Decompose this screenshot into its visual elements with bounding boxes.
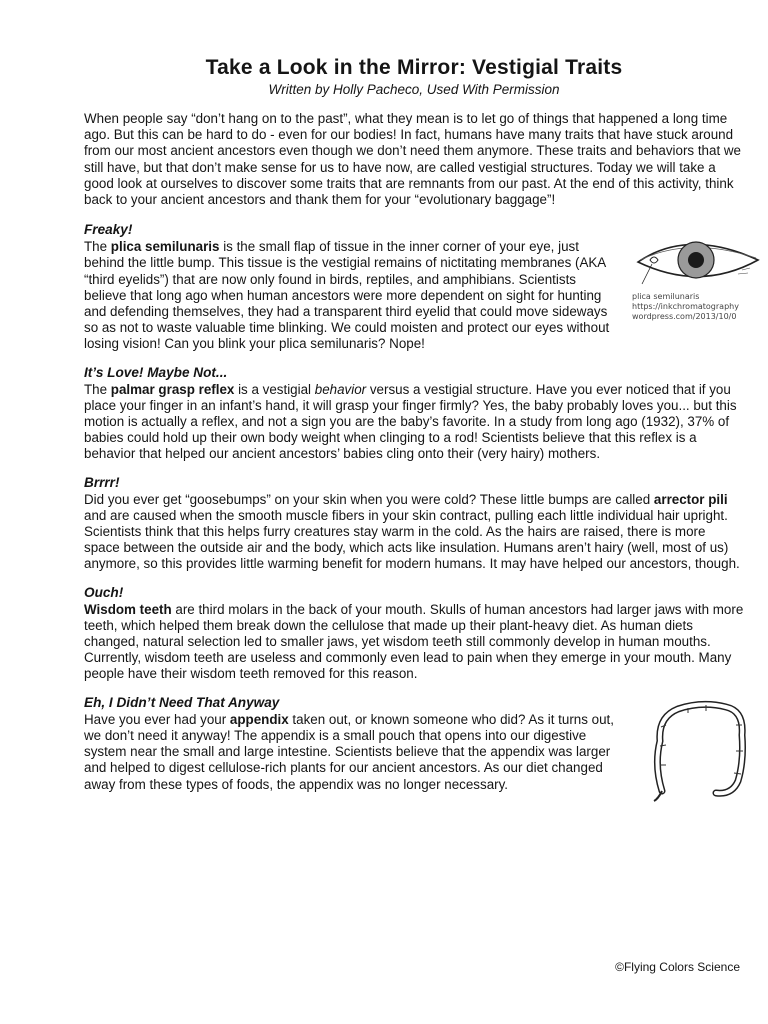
eye-figure-label: plica semilunaris xyxy=(632,292,700,302)
section-paragraph: The palmar grasp reflex is a vestigial behavior versus a vestigial structure. Have you ever noticed that if you place your finger in an infant’s hand, it will grasp your finger firmly? Yes, the baby probably loves you... but this motion is actually a reflex, and not a sign you are the baby’s favorite. In a study from long ago (1932), 37% of babies could hold up their own body weight when clinging to a rod! Scientists believe that this reflex is a behavior that helped our ancient ancestors’ babies cling onto their (very hairy) mothers. xyxy=(84,381,737,462)
key-term: arrector pili xyxy=(653,491,728,507)
section-paragraph: Did you ever get “goosebumps” on your skin when you were cold? These little bumps are called arrector pili and are caused when the smooth muscle fibers in your skin contract, pulling each little individual hair upright. Scientists think that this helps furry creatures stay warm in the cold. As the hairs are raised, there is more space between the outside air and the body, which acts like insulation. Humans aren’t hairy (well, most of us) anymore, so this provides little warming benefit for modern humans. It may have helped our ancestors, though. xyxy=(84,491,740,572)
eye-illustration xyxy=(630,230,768,330)
eye-figure-credit-2[interactable]: wordpress.com/2013/10/0 xyxy=(632,312,737,322)
eye-figure-credit[interactable]: https://inkchromatography xyxy=(632,302,739,312)
section-brrrr xyxy=(84,475,744,573)
section-heading: Eh, I Didn’t Need That Anyway xyxy=(84,694,280,710)
worksheet-page xyxy=(84,48,744,805)
key-term: Wisdom teeth xyxy=(84,601,172,617)
colon-drawing xyxy=(644,695,754,805)
section-heading: Freaky! xyxy=(84,222,133,238)
page-title: Take a Look in the Mirror: Vestigial Traits xyxy=(205,56,623,79)
emphasis-word: behavior xyxy=(314,381,367,397)
section-ouch xyxy=(84,585,744,683)
key-term: palmar grasp reflex xyxy=(110,381,235,397)
eye-figure-caption xyxy=(632,292,768,322)
section-paragraph: Wisdom teeth are third molars in the back of your mouth. Skulls of human ancestors had larger jaws with more teeth, which helped them break down the cellulose that made up their plant-heavy diet. As human diets changed, natural selection led to smaller jaws, yet wisdom teeth still commonly develop in human mouths. Currently, wisdom teeth are useless and commonly even lead to pain when they emerge in your mouth. Many people have their wisdom teeth removed for this reason. xyxy=(84,601,744,682)
section-heading: It’s Love! Maybe Not... xyxy=(84,364,228,380)
section-heading: Brrrr! xyxy=(84,474,120,490)
section-paragraph: Have you ever had your appendix taken out, or known someone who did? As it turns out, we don’t need it anyway! The appendix is a small pouch that opens into our digestive system near the small and large intestine. Scientists believe that the appendix was larger and helped to digest cellulose-rich plants for our ancient ancestors. As our diet changed away from these types of foods, the appendix was no longer necessary. xyxy=(84,711,614,792)
section-heading: Ouch! xyxy=(84,584,124,600)
intro-paragraph: When people say “don’t hang on to the past”, what they mean is to let go of things that happened a long time ago. But this can be hard to do - even for our bodies! In fact, humans have many traits that have stuck around from our most ancient ancestors even though we don’t need them anymore. These traits and behaviors that we still have, but that don’t make sense for us to have now, are called vestigial structures. Today we will take a good look at ourselves to discover some traits that are remnants from our past. At the end of this activity, think back to your ancient ancestors and thank them for your “evolutionary baggage”! xyxy=(84,111,742,208)
key-term: plica semilunaris xyxy=(110,239,220,255)
section-paragraph: The plica semilunaris is the small flap of tissue in the inner corner of your eye, just behind the little bump. This tissue is the vestigial remains of nictitating membranes (AKA “third eyelids”) that are now only found in birds, reptiles, and amphibians. Scientists believe that long ago when human ancestors were more dependent on sight for hunting and defending themselves, they had a transparent third eyelid that could move sideways so as not to waste valuable time blinking. We could moisten and protect our eyes without losing vision! Can you blink your plica semilunaris? Nope! xyxy=(84,239,610,352)
intestine-illustration xyxy=(644,695,754,805)
key-term: appendix xyxy=(229,711,289,727)
copyright-notice: ©Flying Colors Science xyxy=(615,960,740,974)
byline: Written by Holly Pacheco, Used With Permission xyxy=(268,82,560,97)
section-freaky xyxy=(84,222,744,352)
section-its-love xyxy=(84,365,744,463)
section-appendix xyxy=(84,695,744,793)
eye-drawing xyxy=(630,230,768,292)
